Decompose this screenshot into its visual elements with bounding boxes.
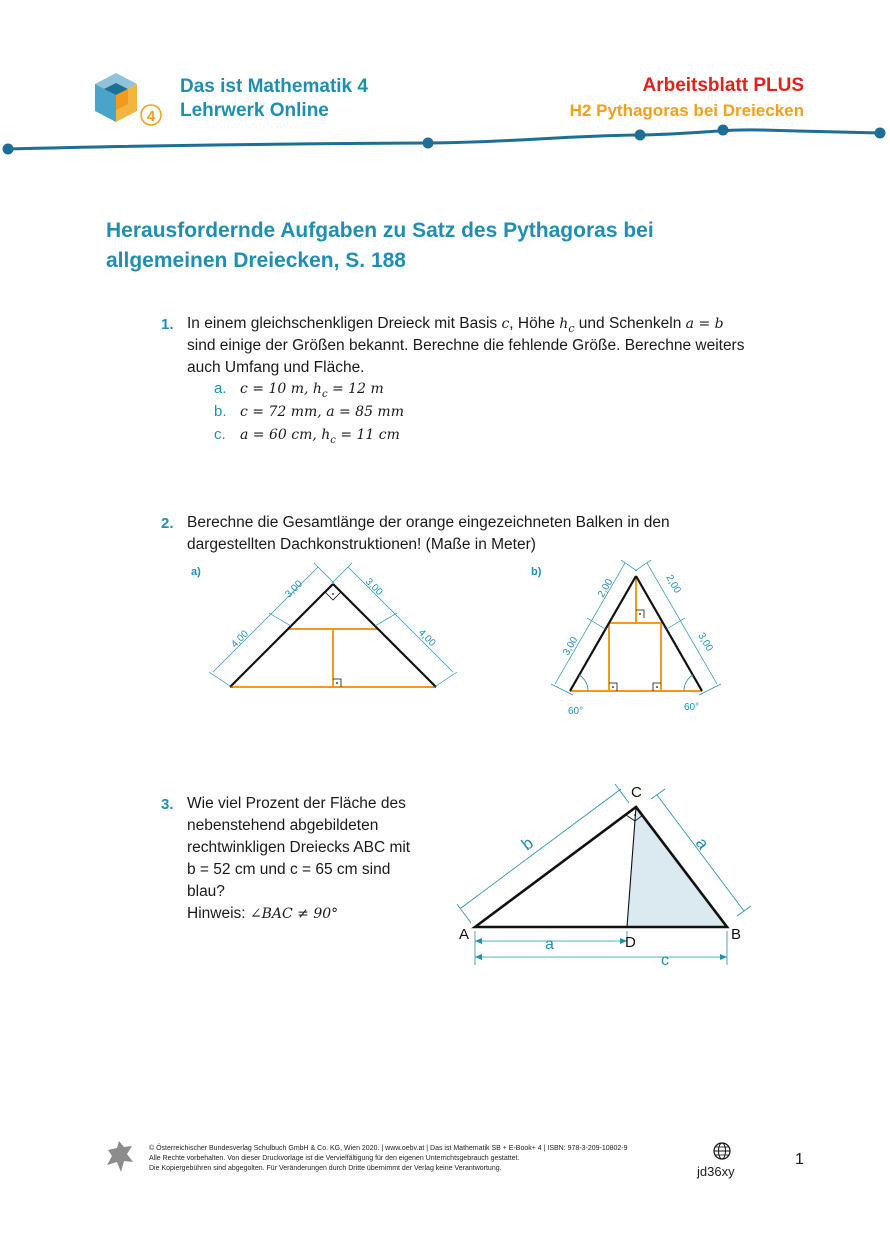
footer-fees: Die Kopiergebühren sind abgegolten. Für Veränderungen durch Dritte übernimmt der Verlag keine Verantwortung. [149, 1165, 502, 1172]
fig-a-label: a) [191, 566, 201, 578]
page-number: 1 [795, 1151, 804, 1168]
dim-b-right-top: 2,00 [663, 573, 683, 596]
segment-ad-label: a [545, 936, 554, 953]
task1-item-c-sub: c [330, 435, 336, 447]
task3-line1: Wie viel Prozent der Fläche des [187, 795, 406, 812]
task3-hint [187, 903, 338, 925]
task1-math-ab: a = b [685, 316, 724, 332]
task3-line5: blau? [187, 883, 225, 900]
task2-line2: dargestellten Dachkonstruktionen! (Maße in Meter) [187, 536, 536, 553]
dim-b-left-bottom: 3,00 [561, 635, 581, 658]
task1-item-a-math: c = 10 m, h [240, 381, 322, 397]
logo-number: 4 [146, 108, 156, 125]
vertex-a: A [459, 926, 470, 943]
task1-item-a-sub: c [321, 389, 328, 401]
task1-text-a: In einem gleichschenkligen Dreieck mit Basis [187, 315, 502, 332]
footer-copyright: © Österreichischer Bundesverlag Schulbuch GmbH & Co. KG, Wien 2020. | www.oebv.at | Das ist Mathematik SB + E-Book+ 4 | ISBN: 978-3-209-10802-9 [149, 1145, 628, 1152]
brand-title: Das ist Mathematik 4 [180, 76, 368, 97]
fig-b-label: b) [531, 566, 542, 578]
task3-line3: rechtwinkligen Dreiecks ABC mit [187, 839, 411, 856]
task1-number: 1. [161, 316, 174, 333]
page-heading-line1: Herausfordernde Aufgaben zu Satz des Pythagoras bei [106, 219, 654, 242]
task3-number: 3. [161, 796, 174, 813]
task3-line4: b = 52 cm und c = 65 cm sind [187, 861, 391, 878]
task3-line2: nebenstehend abgebildeten [187, 817, 379, 834]
task1-item-a-math2: = 12 m [327, 381, 384, 397]
task1-item-c-label: c. [214, 426, 226, 443]
dim-a-right-top: 3,00 [362, 576, 385, 598]
roof-figure-b [525, 560, 725, 720]
task1-item-a [214, 380, 384, 400]
sheet-subtitle: H2 Pythagoras bei Dreiecken [569, 101, 804, 120]
triangle-abc-figure [455, 775, 755, 975]
vertex-c: C [631, 784, 642, 801]
dim-a-left-bottom: 4,00 [229, 628, 251, 651]
task3-hint-math: ∠BAC ≠ 90° [249, 906, 339, 922]
task1-text-c: und Schenkeln [574, 315, 686, 332]
task3-hint-label: Hinweis: [187, 905, 250, 922]
dim-b-right-bottom: 3,00 [695, 631, 715, 654]
task1-item-b-label: b. [214, 403, 227, 420]
dim-b-left-top: 2,00 [596, 577, 616, 600]
side-b-label: b [517, 833, 537, 855]
page-heading-line2: allgemeinen Dreiecken, S. 188 [106, 249, 406, 272]
task1-line2: sind einige der Größen bekannt. Berechne die fehlende Größe. Berechne weiters [187, 337, 745, 354]
task1-item-b [214, 403, 404, 421]
header-wave-line [0, 120, 890, 160]
segment-ab-label: c [661, 952, 669, 969]
vertex-b: B [731, 926, 742, 943]
task2-line1: Berechne die Gesamtlänge der orange eingezeichneten Balken in den [187, 514, 670, 531]
task1-math-h-sub: c [568, 322, 575, 336]
vertex-d: D [625, 934, 636, 951]
angle-left: 60° [568, 706, 584, 717]
roof-figure-a [185, 560, 470, 700]
publisher-logo [104, 1140, 136, 1174]
brand-subtitle: Lehrwerk Online [180, 100, 329, 121]
web-code: jd36xy [697, 1164, 735, 1179]
web-code-icon [712, 1141, 732, 1161]
side-a-label: a [691, 833, 713, 853]
task1-item-c-math2: = 11 cm [335, 427, 400, 443]
task1-math-h: h [559, 316, 569, 332]
task1-item-c-math: a = 60 cm, h [240, 427, 331, 443]
dim-a-right-bottom: 4,00 [415, 627, 438, 649]
task1-math-c: c [501, 316, 510, 332]
task1-item-a-label: a. [214, 380, 227, 397]
dim-a-left-top: 3,00 [283, 578, 305, 601]
task1-text-b: , Höhe [509, 315, 560, 332]
task1-item-b-math: c = 72 mm, a = 85 mm [240, 404, 404, 420]
footer-rights: Alle Rechte vorbehalten. Von dieser Druckvorlage ist die Vervielfältigung für den eigenen Unterrichtsgebrauch gestattet. [149, 1155, 520, 1162]
sheet-title: Arbeitsblatt PLUS [642, 75, 804, 96]
angle-right: 60° [684, 702, 700, 713]
task2-number: 2. [161, 515, 174, 532]
task1-line3: auch Umfang und Fläche. [187, 359, 365, 376]
task1-item-c [214, 426, 400, 446]
